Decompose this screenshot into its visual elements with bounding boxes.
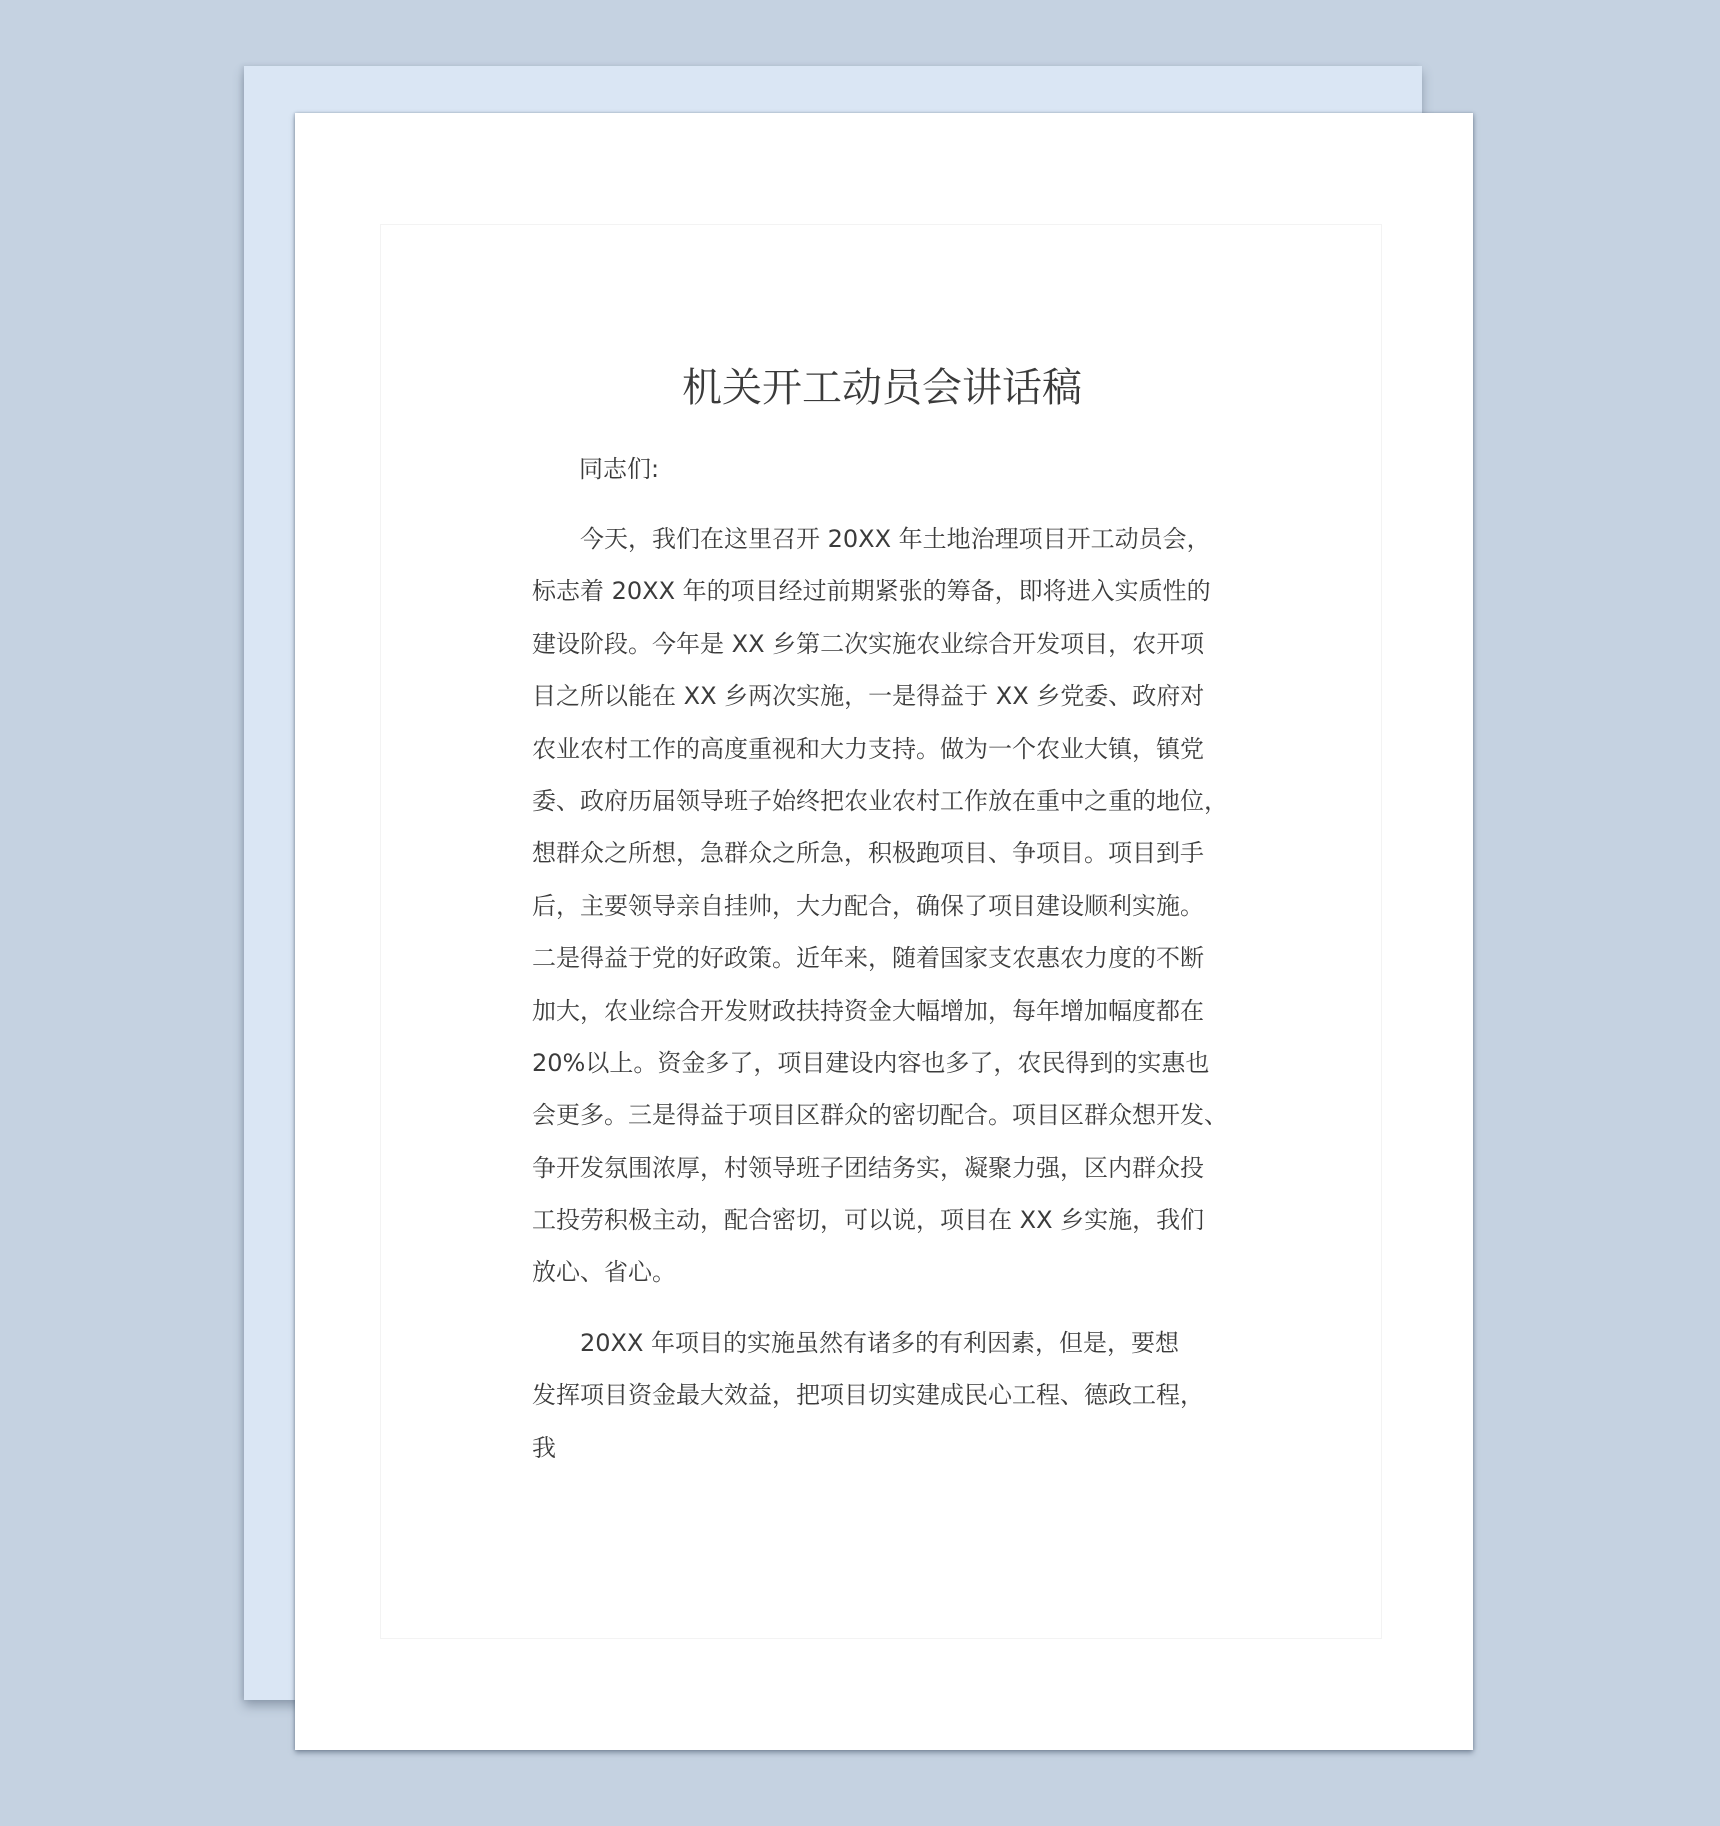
text-line: 想群众之所想，急群众之所急，积极跑项目、争项目。项目到手: [532, 839, 1204, 868]
text-line: 争开发氛围浓厚，村领导班子团结务实，凝聚力强，区内群众投: [532, 1153, 1204, 1182]
paragraph-1: [532, 513, 1232, 1299]
text-line: 会更多。三是得益于项目区群众的密切配合。项目区群众想开发、: [532, 1101, 1228, 1130]
text-line: 20XX 年项目的实施虽然有诸多的有利因素，但是，要想: [580, 1329, 1180, 1357]
text-line: 二是得益于党的好政策。近年来，随着国家支农惠农力度的不断: [532, 944, 1204, 973]
text-line: 20%以上。资金多了，项目建设内容也多了，农民得到的实惠也: [532, 1048, 1210, 1077]
paragraph-2: [532, 1317, 1232, 1474]
text-line: 建设阶段。今年是 XX 乡第二次实施农业综合开发项目，农开项: [532, 629, 1205, 658]
text-line: 发挥项目资金最大效益，把项目切实建成民心工程、德政工程，: [532, 1381, 1204, 1410]
document-title: 机关开工动员会讲话稿: [682, 365, 1082, 411]
text-line: 委、政府历届领导班子始终把农业农村工作放在重中之重的地位，: [532, 786, 1228, 815]
text-line: 目之所以能在 XX 乡两次实施，一是得益于 XX 乡党委、政府对: [532, 682, 1205, 711]
text-line: 加大，农业综合开发财政扶持资金大幅增加，每年增加幅度都在: [532, 996, 1204, 1025]
text-line: 后，主要领导亲自挂帅，大力配合，确保了项目建设顺利实施。: [532, 891, 1204, 920]
text-line: 工投劳积极主动，配合密切，可以说，项目在 XX 乡实施，我们: [532, 1206, 1205, 1235]
salutation: 同志们:: [579, 455, 660, 483]
text-line: 标志着 20XX 年的项目经过前期紧张的筹备，即将进入实质性的: [532, 577, 1211, 606]
front-page-sheet: [295, 113, 1473, 1750]
text-line: 农业农村工作的高度重视和大力支持。做为一个农业大镇，镇党: [532, 734, 1204, 763]
text-line: 今天，我们在这里召开 20XX 年土地治理项目开工动员会，: [580, 525, 1211, 553]
text-line: 我: [532, 1433, 556, 1462]
text-line: 放心、省心。: [532, 1258, 676, 1287]
